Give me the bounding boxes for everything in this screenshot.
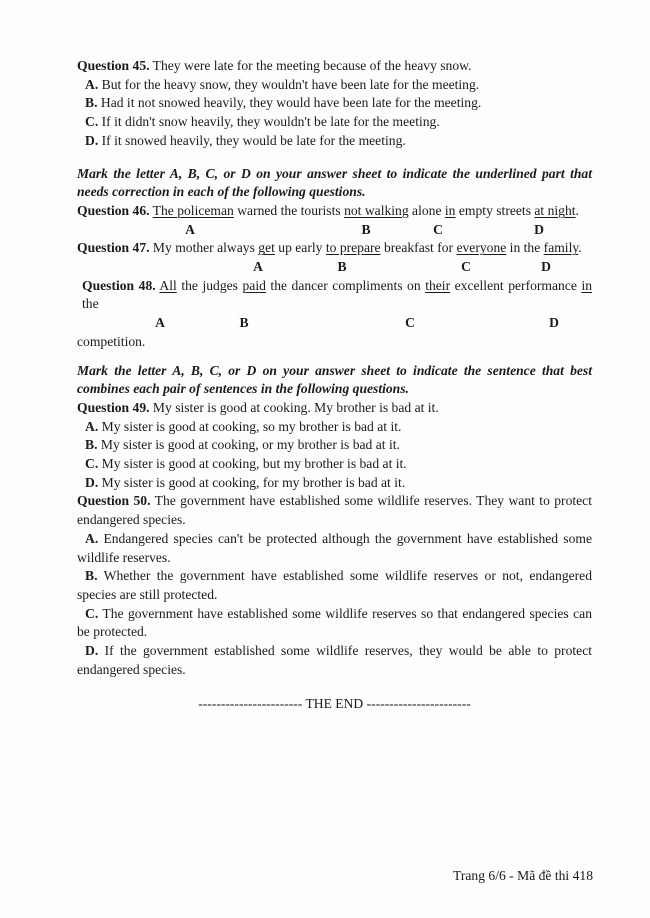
section-instruction-combination: Mark the letter A, B, C, or D on your answer sheet to indicate the sentence that best combines each pair of sentences in the following questions. xyxy=(77,362,592,397)
answer-letter-b: B xyxy=(239,315,249,331)
option-text: But for the heavy snow, they wouldn't have been late for the meeting. xyxy=(101,76,480,92)
option-letter: B. xyxy=(85,95,98,111)
question-48-continuation: competition. xyxy=(77,333,146,349)
answer-letter-c: C xyxy=(405,315,415,331)
answer-letter-c: C xyxy=(433,221,443,237)
option-text: My sister is good at cooking, but my brother is bad at it. xyxy=(101,456,407,472)
question-49 xyxy=(77,399,592,493)
answer-letter-c: C xyxy=(461,259,471,275)
question-50 xyxy=(77,492,592,679)
question-48-sentence xyxy=(77,277,592,314)
question-50-option-b xyxy=(77,567,592,604)
question-49-option-d xyxy=(77,474,592,493)
option-letter: C. xyxy=(85,605,99,621)
question-45-option-a xyxy=(77,76,592,95)
option-text: My sister is good at cooking, so my brother is bad at it. xyxy=(101,418,402,434)
option-letter: A. xyxy=(85,418,99,434)
option-text: Endangered species can't be protected although the government have established some wildlife reserves. xyxy=(77,530,593,565)
question-50-option-c xyxy=(77,605,592,642)
question-46 xyxy=(77,202,592,239)
question-49-option-c xyxy=(77,455,592,474)
option-letter: B. xyxy=(85,568,98,584)
answer-letter-a: A xyxy=(185,221,195,237)
option-text: If the government established some wildlife reserves, they would be able to protect endangered species. xyxy=(77,643,592,677)
question-46-label: Question 46. xyxy=(77,202,150,218)
question-47-text: My mother always get up early to prepare breakfast for everyone in the family. xyxy=(152,240,582,256)
answer-letter-a: A xyxy=(155,315,165,331)
question-45-option-d xyxy=(77,132,592,151)
option-letter: A. xyxy=(85,530,99,546)
option-text: Whether the government have established some wildlife reserves or not, endangered species are still protected. xyxy=(77,568,593,602)
question-45-text: They were late for the meeting because of the heavy snow. xyxy=(152,58,472,73)
question-47-answer-letters xyxy=(77,258,592,277)
answer-letter-d: D xyxy=(549,315,559,331)
question-49-text: My sister is good at cooking. My brother is bad at it. xyxy=(152,399,439,415)
the-end-marker: ----------------------- THE END ----------------------- xyxy=(198,696,471,712)
question-45-label: Question 45. xyxy=(77,58,150,73)
page-footer: Trang 6/6 - Mã đề thi 418 xyxy=(453,868,593,883)
question-50-option-d xyxy=(77,642,592,679)
option-text: My sister is good at cooking, for my brother is bad at it. xyxy=(101,474,406,490)
section-instruction-correction: Mark the letter A, B, C, or D on your answer sheet to indicate the underlined part that needs correction in each of the following questions. xyxy=(77,165,592,200)
question-50-text: The government have established some wildlife reserves. They want to protect endangered species. xyxy=(77,493,592,528)
question-45 xyxy=(77,57,592,151)
answer-letter-d: D xyxy=(541,259,551,275)
question-50-label: Question 50. xyxy=(77,493,151,509)
option-letter: C. xyxy=(85,456,99,472)
option-letter: D. xyxy=(85,474,99,490)
option-text: My sister is good at cooking, or my brother is bad at it. xyxy=(100,437,400,453)
option-letter: C. xyxy=(85,114,99,130)
question-46-sentence xyxy=(77,202,592,221)
option-letter: B. xyxy=(85,437,98,453)
answer-letter-b: B xyxy=(361,221,371,237)
question-45-stem xyxy=(77,57,592,76)
option-letter: A. xyxy=(85,76,99,92)
question-50-stem xyxy=(77,492,592,529)
question-47 xyxy=(77,239,592,276)
option-text: If it didn't snow heavily, they wouldn't be late for the meeting. xyxy=(101,114,440,130)
question-49-label: Question 49. xyxy=(77,399,150,415)
question-45-option-c xyxy=(77,113,592,132)
question-49-stem xyxy=(77,399,592,418)
question-48-label: Question 48. xyxy=(82,277,156,293)
question-46-answer-letters xyxy=(77,221,592,240)
option-text: Had it not snowed heavily, they would have been late for the meeting. xyxy=(100,95,482,111)
question-48 xyxy=(77,277,592,352)
question-46-text: The policeman warned the tourists not walking alone in empty streets at night. xyxy=(152,202,579,218)
option-letter: D. xyxy=(85,643,99,659)
question-50-option-a xyxy=(77,530,592,567)
option-text: If it snowed heavily, they would be late for the meeting. xyxy=(101,132,406,148)
question-47-sentence xyxy=(77,239,592,258)
option-text: The government have established some wildlife reserves so that endangered species can be protected. xyxy=(77,605,592,640)
question-48-answer-letters xyxy=(77,314,592,333)
page-content xyxy=(77,57,592,714)
answer-letter-a: A xyxy=(253,259,263,275)
question-49-option-b xyxy=(77,436,592,455)
answer-letter-d: D xyxy=(534,221,544,237)
question-45-option-b xyxy=(77,94,592,113)
question-48-text: All the judges paid the dancer compliments on their excellent performance in the xyxy=(82,277,593,312)
question-49-option-a xyxy=(77,418,592,437)
option-letter: D. xyxy=(85,132,99,148)
question-47-label: Question 47. xyxy=(77,240,150,256)
answer-letter-b: B xyxy=(337,259,347,275)
